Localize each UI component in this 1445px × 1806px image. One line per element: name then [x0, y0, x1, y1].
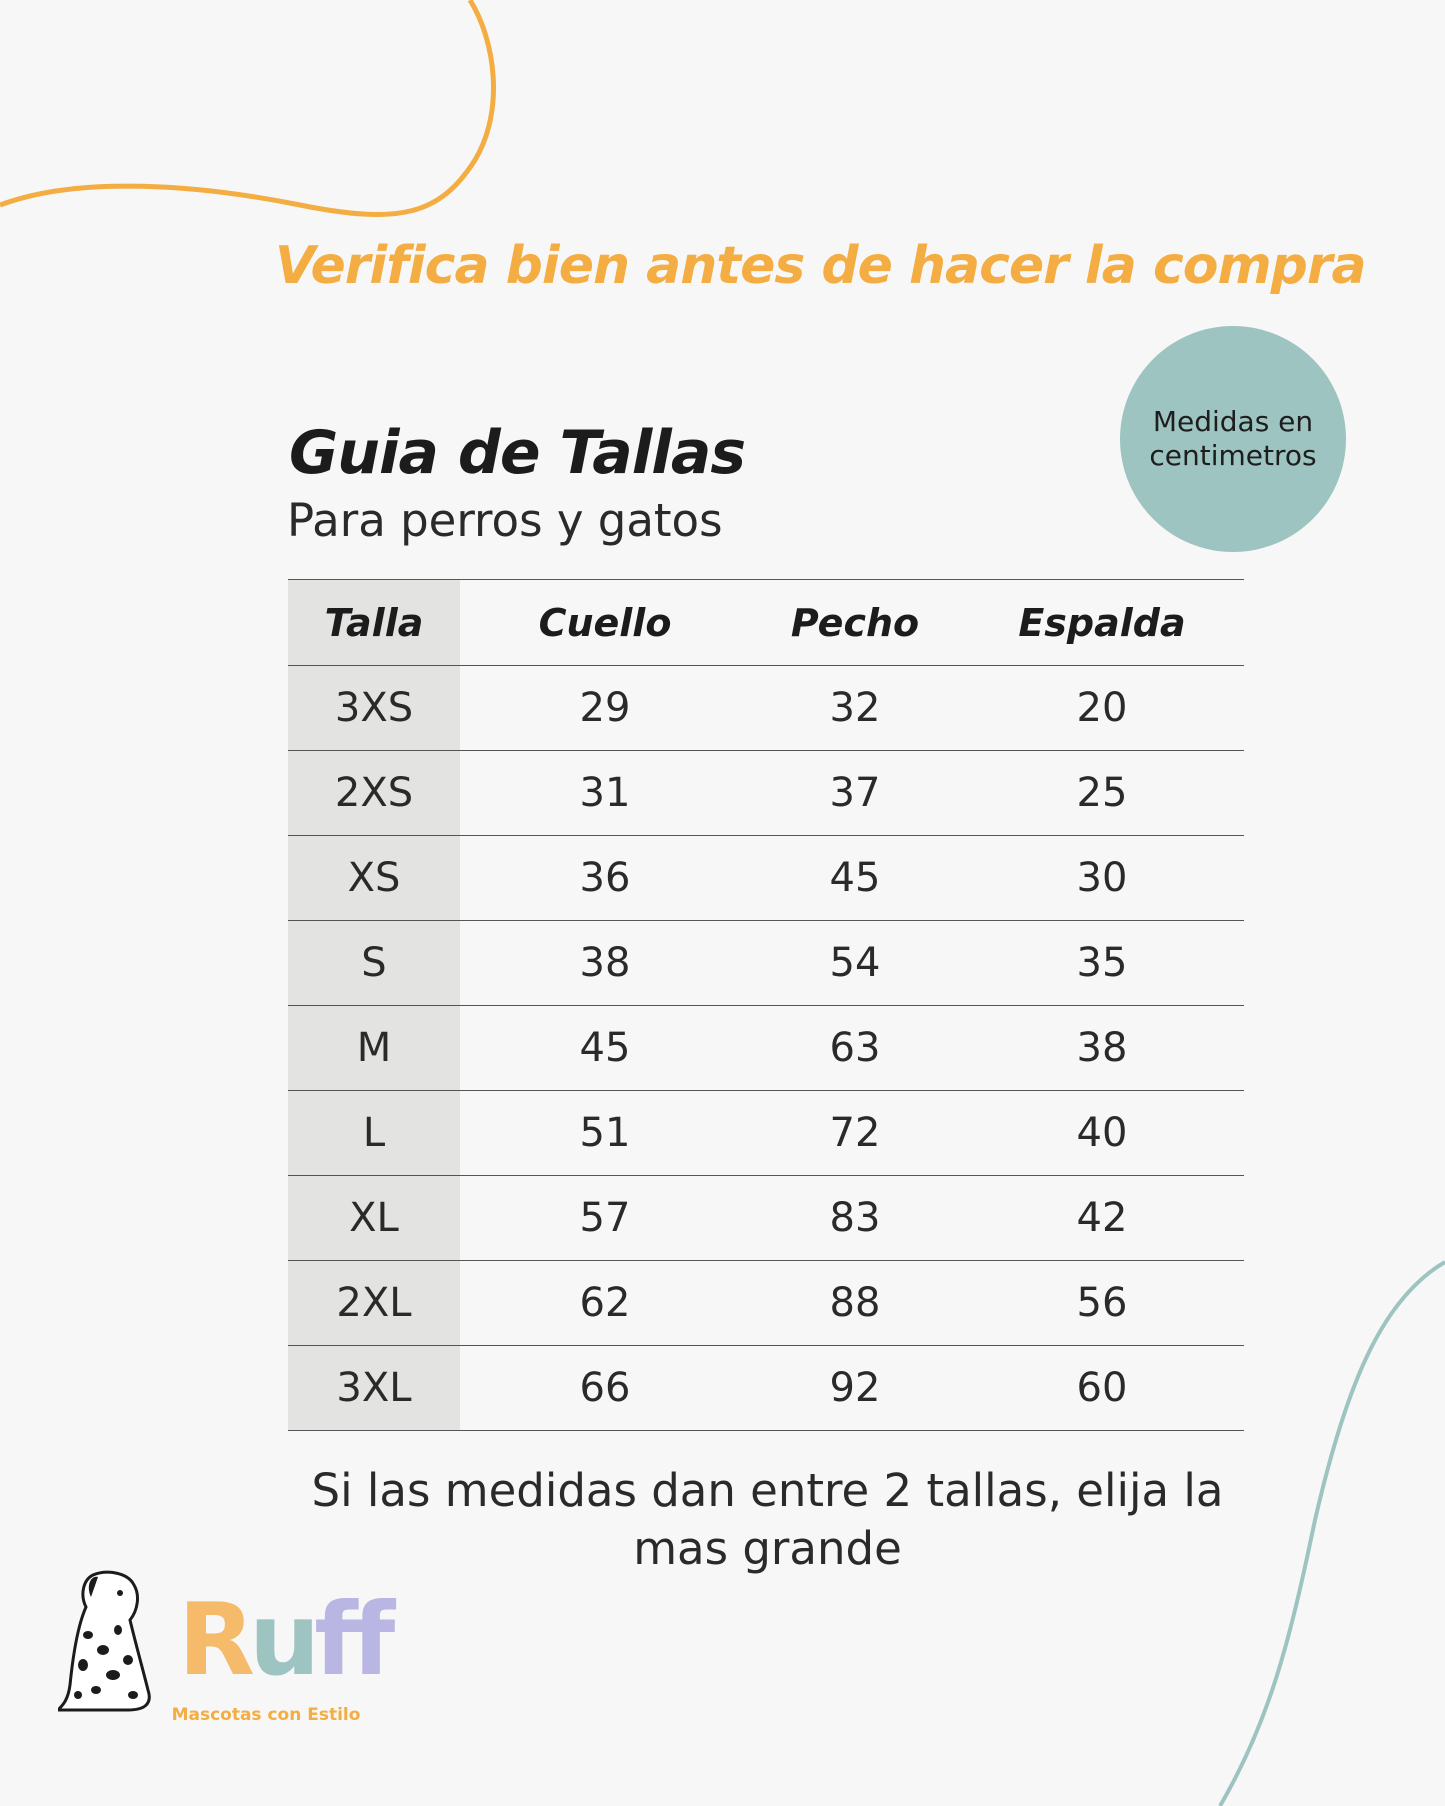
- pecho-cell: 72: [829, 1110, 881, 1156]
- espalda-cell: 56: [1076, 1280, 1128, 1326]
- table-row: [288, 836, 1244, 921]
- size-cell: 2XL: [288, 1261, 460, 1345]
- table-row: [288, 666, 1244, 751]
- header-talla: Talla: [288, 580, 460, 665]
- size-cell: L: [288, 1091, 460, 1175]
- table-row: [288, 1346, 1244, 1431]
- size-cell: XS: [288, 836, 460, 920]
- cuello-cell: 51: [579, 1110, 631, 1156]
- pecho-cell: 92: [829, 1365, 881, 1411]
- espalda-cell: 25: [1076, 770, 1128, 816]
- pecho-cell: 63: [829, 1025, 881, 1071]
- header-pecho: Pecho: [790, 600, 920, 645]
- cuello-cell: 36: [579, 855, 631, 901]
- table-row: [288, 1091, 1244, 1176]
- size-table: [288, 579, 1244, 1431]
- logo-tagline: Mascotas con Estilo: [171, 1705, 361, 1725]
- logo-wordmark: [178, 1581, 390, 1698]
- logo-letter-r: R: [178, 1581, 250, 1698]
- table-row: [288, 751, 1244, 836]
- espalda-cell: 42: [1076, 1195, 1128, 1241]
- header-cuello: Cuello: [538, 600, 672, 645]
- cuello-cell: 29: [579, 685, 631, 731]
- size-cell: 3XS: [288, 666, 460, 750]
- espalda-cell: 35: [1076, 940, 1128, 986]
- espalda-cell: 30: [1076, 855, 1128, 901]
- page-subtitle: Para perros y gatos: [287, 494, 723, 547]
- dalmatian-icon: [58, 1565, 168, 1715]
- pecho-cell: 37: [829, 770, 881, 816]
- size-cell: M: [288, 1006, 460, 1090]
- espalda-cell: 40: [1076, 1110, 1128, 1156]
- pecho-cell: 45: [829, 855, 881, 901]
- units-badge: [1120, 326, 1346, 552]
- brand-logo: [58, 1565, 390, 1735]
- table-row: [288, 1261, 1244, 1346]
- table-row: [288, 921, 1244, 1006]
- headline: Verifica bien antes de hacer la compra: [275, 236, 1366, 296]
- size-note: Si las medidas dan entre 2 tallas, elija la mas grande: [311, 1464, 1224, 1575]
- pecho-cell: 83: [829, 1195, 881, 1241]
- size-cell: XL: [288, 1176, 460, 1260]
- size-cell: 2XS: [288, 751, 460, 835]
- units-badge-text: Medidas en centimetros: [1149, 405, 1317, 472]
- cuello-cell: 45: [579, 1025, 631, 1071]
- pecho-cell: 32: [829, 685, 881, 731]
- espalda-cell: 60: [1076, 1365, 1128, 1411]
- table-row: [288, 1176, 1244, 1261]
- header-espalda: Espalda: [1018, 600, 1186, 645]
- cuello-cell: 57: [579, 1195, 631, 1241]
- cuello-cell: 62: [579, 1280, 631, 1326]
- cuello-cell: 66: [579, 1365, 631, 1411]
- size-cell: 3XL: [288, 1346, 460, 1430]
- orange-curve: [0, 0, 494, 215]
- size-cell: S: [288, 921, 460, 1005]
- espalda-cell: 38: [1076, 1025, 1128, 1071]
- pecho-cell: 54: [829, 940, 881, 986]
- table-header-row: [288, 579, 1244, 666]
- logo-letters-ff: ff: [314, 1581, 390, 1698]
- espalda-cell: 20: [1076, 685, 1128, 731]
- cuello-cell: 38: [579, 940, 631, 986]
- logo-letter-u: u: [249, 1581, 315, 1698]
- page-title: Guia de Tallas: [289, 418, 746, 488]
- pecho-cell: 88: [829, 1280, 881, 1326]
- table-row: [288, 1006, 1244, 1091]
- cuello-cell: 31: [579, 770, 631, 816]
